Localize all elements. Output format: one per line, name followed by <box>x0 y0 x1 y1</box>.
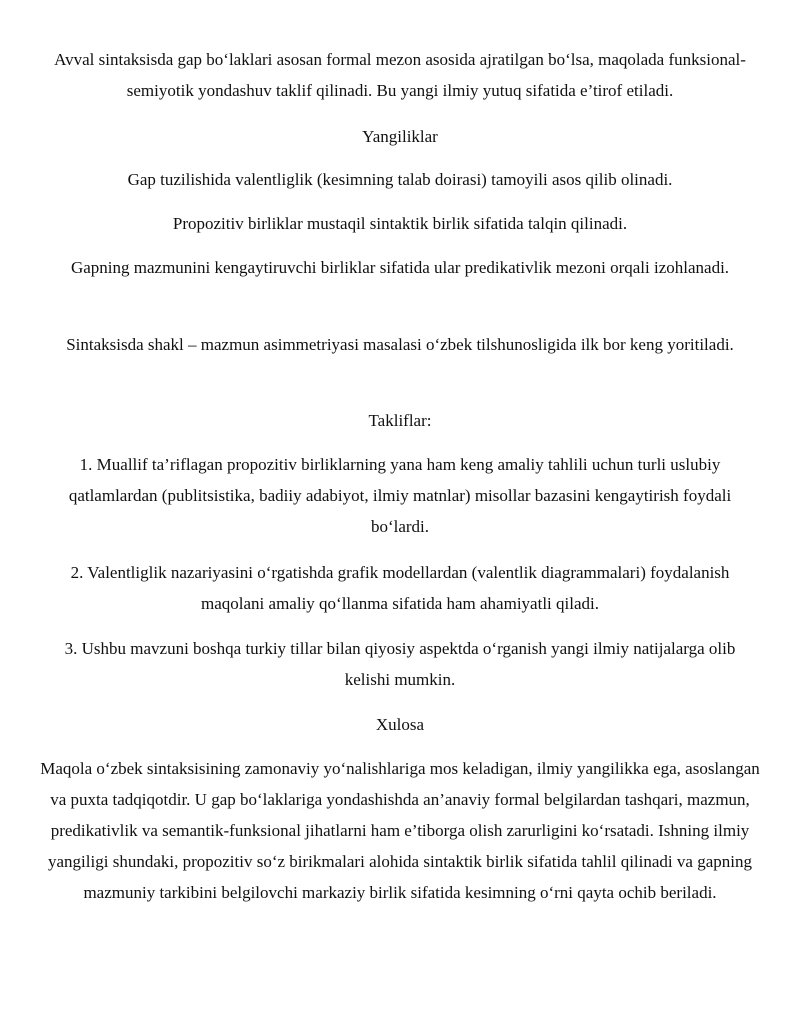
novelties-heading: Yangiliklar <box>362 127 438 146</box>
proposal-item: 3. Ushbu mavzuni boshqa turkiy tillar bilan qiyosiy aspektda o‘rganish yangi ilmiy natijalarga olib kelishi mumkin. <box>64 639 736 689</box>
intro-paragraph: Avval sintaksisda gap bo‘laklari asosan formal mezon asosida ajratilgan bo‘lsa, maqolada funksional-semiyotik yondashuv taklif qilinadi. Bu yangi ilmiy yutuq sifatida e’tirof etiladi. <box>54 50 746 100</box>
conclusion-heading: Xulosa <box>375 715 425 734</box>
proposal-item: 2. Valentliglik nazariyasini o‘rgatishda grafik modellardan (valentlik diagrammalari) foydalanish maqolani amaliy qo‘llanma sifatida ham ahamiyatli qiladi. <box>70 563 730 613</box>
proposal-item: 1. Muallif ta’riflagan propozitiv birliklarning yana ham keng amaliy tahlili uchun turli uslubiy qatlamlardan (publitsistika, badiiy adabiyot, ilmiy matnlar) misollar bazasini kengaytirish foydali bo‘lardi. <box>68 455 732 536</box>
conclusion-paragraph: Maqola o‘zbek sintaksisining zamonaviy yo‘nalishlariga mos keladigan, ilmiy yangilikka ega, asoslangan va puxta tadqiqotdir. U gap bo‘laklariga yondashishda an’anaviy formal belgilardan tashqari, mazmun, predikativlik va semantik-funksional jihatlarni ham e’tiborga olish zarurligini ko‘rsatadi. Ishning ilmiy yangiligi shundaki, propozitiv so‘z birikmalari alohida sintaktik birlik sifatida tahlil qilinadi va gapning mazmuniy tarkibini belgilovchi markaziy birlik sifatida kesimning o‘rni qayta ochib beriladi. <box>40 759 760 902</box>
novelty-item: Gapning mazmunini kengaytiruvchi birliklar sifatida ular predikativlik mezoni orqali izohlanadi. <box>70 258 730 277</box>
proposals-heading: Takliflar: <box>368 411 432 430</box>
novelty-item: Gap tuzilishida valentliglik (kesimning talab doirasi) tamoyili asos qilib olinadi. <box>127 170 673 189</box>
novelty-item: Propozitiv birliklar mustaqil sintaktik birlik sifatida talqin qilinadi. <box>172 214 628 233</box>
novelty-item: Sintaksisda shakl – mazmun asimmetriyasi masalasi o‘zbek tilshunosligida ilk bor keng yoritiladi. <box>66 335 734 354</box>
